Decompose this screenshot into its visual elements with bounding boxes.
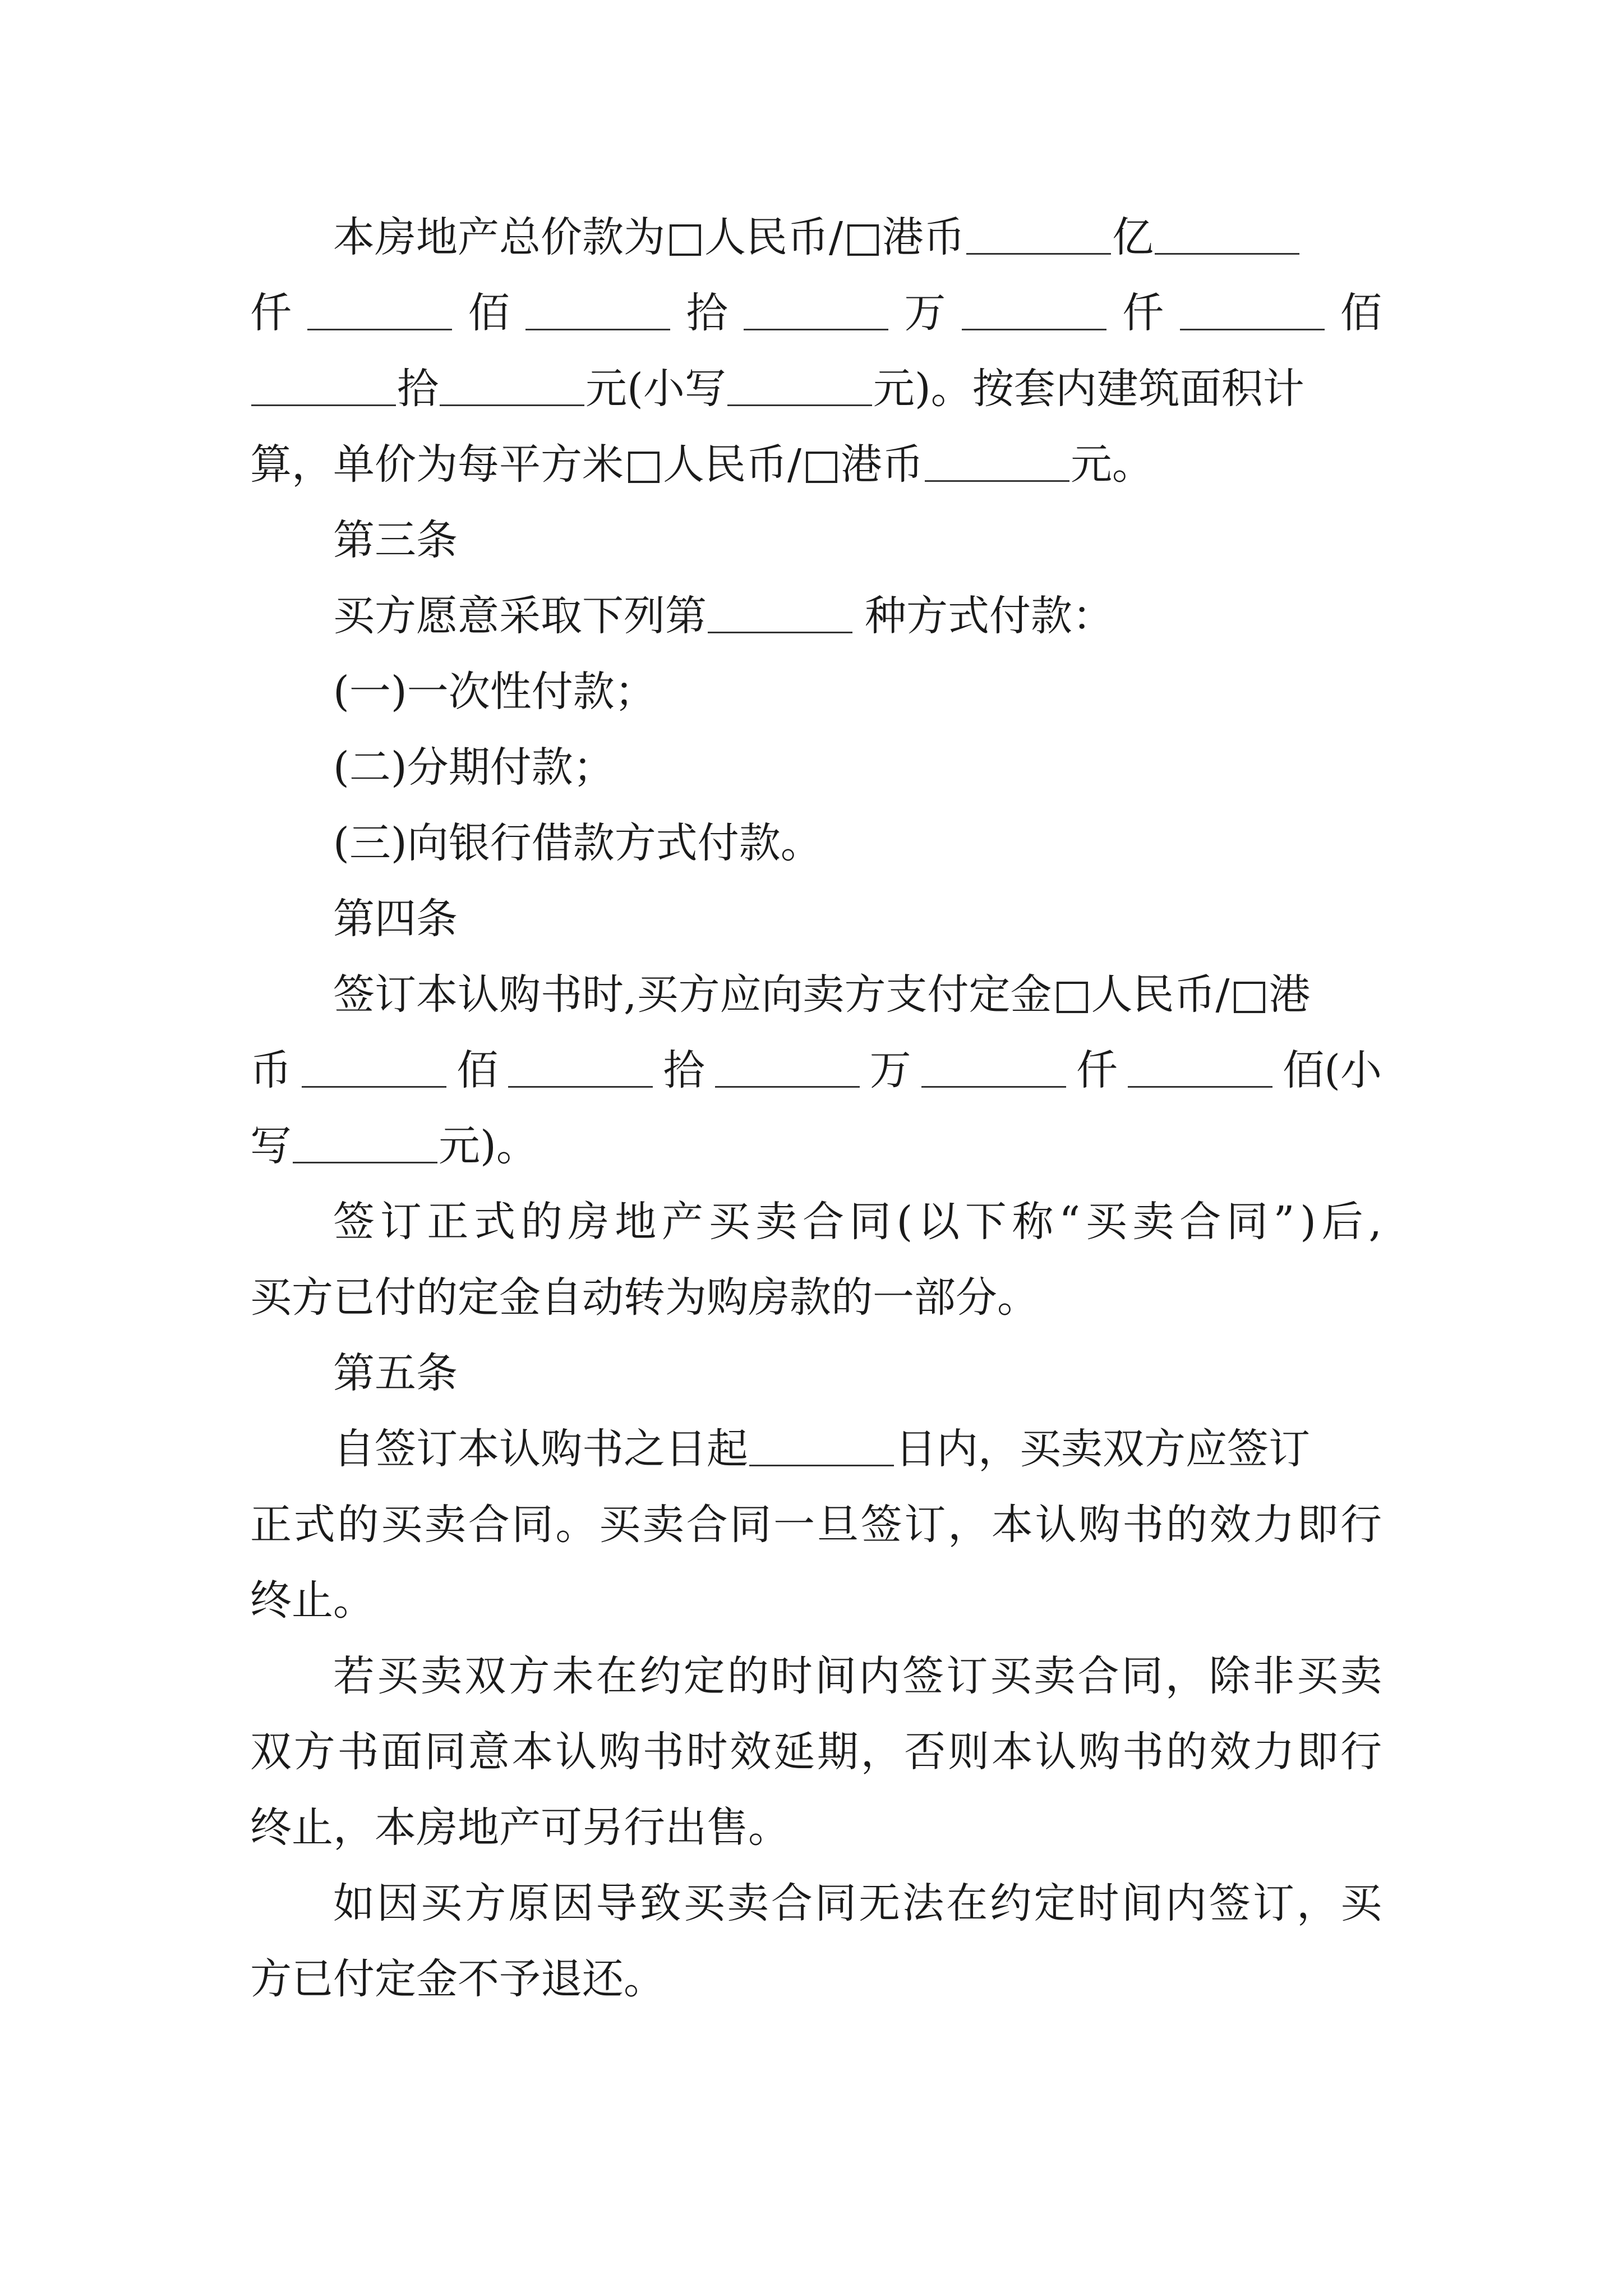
text-span: 佰 <box>457 1046 499 1094</box>
text-span: 终止，本房地产可另行出售。 <box>250 1803 790 1852</box>
text-span: 元)。按套内建筑面积计 <box>873 365 1304 413</box>
article-4-para2-line-2 <box>250 1260 1382 1336</box>
article-4-para2-line-1 <box>250 1184 1387 1260</box>
text-span: 签订正式的房地产买卖合同(以下称“买卖合同”)后, <box>333 1198 1387 1246</box>
text-span: 仟 <box>250 289 292 337</box>
text-span: 人民币/ <box>704 213 843 261</box>
text-span: 买方已付的定金自动转为购房款的一部分。 <box>250 1273 1039 1322</box>
deposit-line-1 <box>250 957 1382 1033</box>
article-5-para2-line-2 <box>250 1714 1382 1790</box>
checkbox-rmb[interactable] <box>628 452 660 483</box>
text-span: 签订本认购书时,买方应向卖方支付定金 <box>333 970 1052 1019</box>
checkbox-rmb[interactable] <box>670 224 701 256</box>
text-span: 元(小写 <box>585 365 726 413</box>
text-span: 若买卖双方未在约定的时间内签订买卖合同，除非买卖 <box>333 1652 1385 1700</box>
text-span: 方已付定金不予退还。 <box>250 1955 665 2003</box>
article-3-option-2 <box>250 730 1382 806</box>
blank-field[interactable] <box>508 1045 653 1088</box>
blank-field[interactable] <box>962 287 1106 330</box>
blank-field[interactable] <box>749 1423 894 1466</box>
checkbox-hkd[interactable] <box>806 452 837 483</box>
document-body <box>250 200 1387 2017</box>
text-span: 万 <box>869 1046 911 1094</box>
text-span: 正式的买卖合同。买卖合同一旦签订，本认购书的效力即行 <box>250 1501 1384 1549</box>
text-span: (三)向银行借款方式付款。 <box>333 819 822 867</box>
text-span: 算，单价为每平方米 <box>250 440 624 489</box>
price-line-4 <box>250 427 1382 503</box>
text-span: 港币 <box>840 440 924 489</box>
blank-field[interactable] <box>307 287 452 330</box>
article-5-para1-line-3 <box>250 1563 1382 1639</box>
text-span: 本房地产总价款为 <box>333 213 665 261</box>
price-line-2 <box>250 275 1382 351</box>
blank-field[interactable] <box>744 287 888 330</box>
text-span: 拾 <box>686 289 728 337</box>
price-line-1 <box>250 200 1382 275</box>
text-span: 元。 <box>1070 440 1154 489</box>
article-heading: 第五条 <box>333 1349 458 1397</box>
blank-field[interactable] <box>525 287 670 330</box>
blank-field[interactable] <box>925 439 1069 482</box>
article-3-option-1 <box>250 654 1382 730</box>
blank-field[interactable] <box>921 1045 1066 1088</box>
blank-field[interactable] <box>715 1045 860 1088</box>
checkbox-hkd[interactable] <box>1234 982 1265 1013</box>
article-5-para1-line-2 <box>250 1487 1382 1563</box>
text-span: 仟 <box>1122 289 1164 337</box>
text-span: 元)。 <box>439 1122 538 1170</box>
deposit-line-2 <box>250 1033 1382 1108</box>
text-span: 人民币/ <box>663 440 801 489</box>
price-line-3 <box>250 351 1382 427</box>
text-span: 自签订本认购书之日起 <box>333 1425 748 1473</box>
article-4-title <box>250 881 1382 957</box>
text-span: 买方愿意采取下列第 <box>333 592 707 640</box>
text-span: 仟 <box>1076 1046 1118 1094</box>
text-span: 亿 <box>1112 213 1154 261</box>
article-5-para2-line-3 <box>250 1790 1382 1866</box>
blank-field[interactable] <box>1155 211 1299 255</box>
blank-field[interactable] <box>966 211 1111 255</box>
text-span: 佰 <box>468 289 510 337</box>
text-span: 双方书面同意本认购书时效延期，否则本认购书的效力即行 <box>250 1728 1384 1776</box>
text-span: 拾 <box>397 365 439 413</box>
blank-field[interactable] <box>251 363 396 406</box>
text-span: 币 <box>250 1046 292 1094</box>
deposit-line-3 <box>250 1108 1382 1184</box>
blank-field[interactable] <box>727 363 872 406</box>
article-3-intro <box>250 578 1382 654</box>
blank-field[interactable] <box>302 1045 446 1088</box>
text-span: 日内，买卖双方应签订 <box>895 1425 1310 1473</box>
text-span: 拾 <box>663 1046 705 1094</box>
article-5-para1-line-1 <box>250 1411 1382 1487</box>
blank-field[interactable] <box>1180 287 1325 330</box>
text-span: 人民币/ <box>1091 970 1230 1019</box>
article-5-para3-line-2 <box>250 1941 1382 2017</box>
text-span: 佰 <box>1340 289 1382 337</box>
text-span: (二)分期付款； <box>333 743 615 792</box>
blank-field[interactable] <box>293 1120 437 1163</box>
text-span: 佰(小 <box>1283 1046 1382 1094</box>
article-5-para2-line-1 <box>250 1639 1385 1714</box>
text-span: (一)一次性付款； <box>333 668 656 716</box>
text-span: 如因买方原因导致买卖合同无法在约定时间内签订，买 <box>333 1879 1385 1927</box>
article-5-para3-line-1 <box>250 1866 1385 1941</box>
text-span: 万 <box>904 289 946 337</box>
article-heading: 第四条 <box>333 895 458 943</box>
text-span: 港币 <box>882 213 965 261</box>
checkbox-hkd[interactable] <box>847 224 879 256</box>
article-heading: 第三条 <box>333 516 458 564</box>
article-5-title <box>250 1336 1382 1411</box>
text-span: 终止。 <box>250 1576 375 1625</box>
blank-field[interactable] <box>440 363 584 406</box>
article-3-option-3 <box>250 806 1382 881</box>
text-span: 港 <box>1269 970 1311 1019</box>
checkbox-rmb[interactable] <box>1057 982 1088 1013</box>
blank-field[interactable] <box>708 590 852 633</box>
article-3-title <box>250 503 1382 578</box>
text-span: 种方式付款： <box>865 592 1114 640</box>
blank-field[interactable] <box>1128 1045 1272 1088</box>
text-span: 写 <box>250 1122 292 1170</box>
